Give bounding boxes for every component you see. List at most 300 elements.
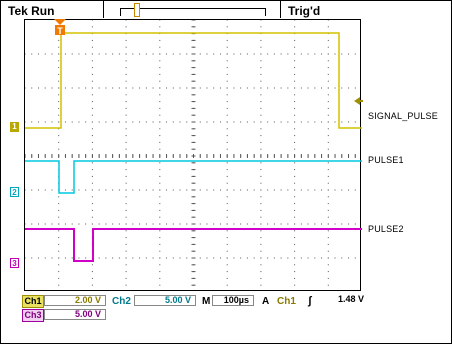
grid-dot [260, 128, 261, 129]
grid-dot [58, 101, 59, 102]
waveform-pulse2 [25, 229, 362, 261]
grid-dot [58, 258, 59, 259]
grid-dot [159, 169, 160, 170]
grid-dot [146, 88, 147, 89]
grid-dot [308, 190, 309, 191]
grid-dot [180, 122, 181, 123]
grid-dot [99, 54, 100, 55]
grid-dot [126, 224, 127, 225]
grid-dot [227, 67, 228, 68]
grid-dot [260, 47, 261, 48]
grid-dot [105, 122, 106, 123]
grid-dot [72, 122, 73, 123]
grid-dot [38, 224, 39, 225]
grid-dot [159, 128, 160, 129]
grid-dot [281, 88, 282, 89]
grid-dot [58, 135, 59, 136]
trigger-position-marker[interactable] [134, 3, 140, 17]
grid-dot [72, 258, 73, 259]
grid-dot [341, 224, 342, 225]
grid-dot [227, 230, 228, 231]
grid-dot [58, 237, 59, 238]
grid-dot [260, 285, 261, 286]
grid-dot [92, 81, 93, 82]
grid-dot [159, 190, 160, 191]
grid-dot [126, 237, 127, 238]
grid-dot [92, 115, 93, 116]
grid-dot [78, 54, 79, 55]
grid-dot [321, 258, 322, 259]
grid-dot [267, 88, 268, 89]
grid-dot [38, 122, 39, 123]
grid-dot [294, 26, 295, 27]
grid-dot [260, 190, 261, 191]
grid-dot [260, 203, 261, 204]
grid-dot [328, 115, 329, 116]
grid-dot [173, 224, 174, 225]
grid-dot [146, 190, 147, 191]
grid-dot [58, 224, 59, 225]
grid-dot [180, 258, 181, 259]
grid-dot [281, 190, 282, 191]
grid-dot [159, 203, 160, 204]
grid-dot [227, 135, 228, 136]
grid-dot [328, 176, 329, 177]
grid-dot [267, 224, 268, 225]
ch3-scale[interactable]: 5.00 V [44, 309, 106, 320]
grid-dot [186, 190, 187, 191]
grid-dot [119, 224, 120, 225]
grid-dot [294, 271, 295, 272]
grid-dot [260, 271, 261, 272]
grid-dot [328, 101, 329, 102]
grid-dot [260, 149, 261, 150]
grid-dot [173, 258, 174, 259]
grid-dot [200, 122, 201, 123]
grid-dot [308, 224, 309, 225]
grid-dot [159, 40, 160, 41]
grid-dot [126, 128, 127, 129]
grid-dot [126, 190, 127, 191]
grid-dot [220, 224, 221, 225]
grid-dot [99, 190, 100, 191]
grid-dot [58, 230, 59, 231]
grid-dot [328, 217, 329, 218]
grid-dot [260, 258, 261, 259]
grid-dot [260, 81, 261, 82]
grid-dot [126, 47, 127, 48]
grid-dot [92, 135, 93, 136]
grid-dot [92, 47, 93, 48]
grid-dot [92, 108, 93, 109]
grid-dot [233, 258, 234, 259]
ch2-ground-marker[interactable]: 2 [10, 187, 19, 197]
grid-dot [92, 210, 93, 211]
ch3-ground-marker[interactable]: 3 [10, 258, 19, 268]
grid-dot [126, 203, 127, 204]
grid-dot [206, 190, 207, 191]
grid-dot [328, 278, 329, 279]
grid-dot [247, 258, 248, 259]
grid-dot [159, 224, 160, 225]
grid-dot [153, 190, 154, 191]
grid-dot [314, 122, 315, 123]
grid-dot [119, 54, 120, 55]
grid-dot [227, 183, 228, 184]
grid-dot [99, 88, 100, 89]
grid-dot [260, 264, 261, 265]
grid-dot [227, 40, 228, 41]
grid-dot [45, 54, 46, 55]
grid-dot [126, 258, 127, 259]
grid-dot [260, 67, 261, 68]
grid-dot [92, 149, 93, 150]
grid-dot [72, 88, 73, 89]
trigger-status: Trig'd [288, 4, 321, 18]
grid-dot [173, 190, 174, 191]
grid-dot [31, 54, 32, 55]
grid-dot [58, 40, 59, 41]
grid-dot [186, 54, 187, 55]
grid-dot [159, 237, 160, 238]
grid-dot [260, 217, 261, 218]
grid-dot [294, 67, 295, 68]
grid-dot [126, 74, 127, 75]
grid-dot [294, 20, 295, 21]
grid-dot [51, 224, 52, 225]
ch2-label[interactable]: Ch2 [112, 296, 131, 307]
grid-dot [173, 54, 174, 55]
horizontal-position-bar[interactable] [120, 8, 266, 18]
grid-dot [126, 26, 127, 27]
grid-dot [355, 54, 356, 55]
grid-dot [240, 258, 241, 259]
grid-dot [159, 88, 160, 89]
grid-dot [58, 217, 59, 218]
grid-dot [126, 94, 127, 95]
grid-dot [227, 60, 228, 61]
grid-dot [45, 190, 46, 191]
grid-dot [254, 258, 255, 259]
grid-dot [247, 54, 248, 55]
grid-dot [254, 54, 255, 55]
grid-dot [328, 81, 329, 82]
grid-dot [166, 54, 167, 55]
grid-dot [294, 54, 295, 55]
grid-dot [112, 258, 113, 259]
grid-dot [294, 244, 295, 245]
grid-dot [227, 285, 228, 286]
grid-dot [220, 88, 221, 89]
grid-dot [159, 244, 160, 245]
graticule [25, 20, 362, 292]
grid-dot [65, 88, 66, 89]
grid-dot [119, 258, 120, 259]
grid-dot [348, 54, 349, 55]
grid-dot [92, 20, 93, 21]
grid-dot [25, 190, 26, 191]
grid-dot [328, 122, 329, 123]
grid-dot [314, 258, 315, 259]
grid-dot [260, 40, 261, 41]
grid-dot [213, 88, 214, 89]
trace-label-pulse2: PULSE2 [368, 224, 404, 234]
grid-dot [153, 122, 154, 123]
grid-dot [260, 88, 261, 89]
grid-dot [227, 258, 228, 259]
grid-dot [25, 54, 26, 55]
grid-dot [58, 149, 59, 150]
grid-dot [301, 224, 302, 225]
grid-dot [65, 258, 66, 259]
grid-dot [294, 210, 295, 211]
grid-dot [126, 176, 127, 177]
grid-dot [294, 142, 295, 143]
grid-dot [139, 190, 140, 191]
grid-dot [58, 271, 59, 272]
grid-dot [146, 122, 147, 123]
grid-dot [294, 74, 295, 75]
grid-dot [99, 224, 100, 225]
grid-dot [159, 142, 160, 143]
trigger-level[interactable]: 1.48 V [337, 294, 364, 304]
grid-dot [254, 122, 255, 123]
grid-dot [159, 60, 160, 61]
trace-label-pulse1: PULSE1 [368, 155, 404, 165]
grid-dot [281, 122, 282, 123]
grid-dot [132, 190, 133, 191]
grid-dot [328, 271, 329, 272]
grid-dot [260, 94, 261, 95]
grid-dot [328, 183, 329, 184]
grid-dot [159, 101, 160, 102]
grid-dot [186, 122, 187, 123]
grid-dot [227, 128, 228, 129]
grid-dot [206, 258, 207, 259]
grid-dot [58, 196, 59, 197]
grid-dot [314, 88, 315, 89]
grid-dot [227, 224, 228, 225]
grid-dot [92, 162, 93, 163]
grid-dot [119, 88, 120, 89]
grid-dot [126, 40, 127, 41]
grid-dot [328, 224, 329, 225]
grid-dot [85, 224, 86, 225]
grid-dot [314, 224, 315, 225]
grid-dot [335, 88, 336, 89]
grid-dot [294, 135, 295, 136]
grid-dot [328, 54, 329, 55]
grid-dot [254, 88, 255, 89]
grid-dot [227, 210, 228, 211]
grid-dot [227, 108, 228, 109]
ch1-ground-marker[interactable]: 1 [10, 122, 19, 132]
grid-dot [328, 203, 329, 204]
grid-dot [260, 108, 261, 109]
grid-dot [260, 115, 261, 116]
grid-dot [281, 258, 282, 259]
grid-dot [159, 20, 160, 21]
grid-dot [58, 81, 59, 82]
trigger-level-icon [354, 97, 363, 106]
grid-dot [126, 101, 127, 102]
grid-dot [227, 196, 228, 197]
grid-dot [153, 258, 154, 259]
grid-dot [294, 278, 295, 279]
grid-dot [227, 217, 228, 218]
grid-dot [126, 142, 127, 143]
grid-dot [25, 258, 26, 259]
grid-dot [254, 224, 255, 225]
grid-dot [180, 88, 181, 89]
ch1-scale[interactable]: 2.00 V [44, 295, 106, 306]
trigger-slope-icon[interactable]: ʃ [308, 295, 312, 307]
grid-dot [294, 88, 295, 89]
grid-dot [321, 88, 322, 89]
grid-dot [260, 176, 261, 177]
grid-dot [260, 54, 261, 55]
grid-dot [260, 251, 261, 252]
grid-dot [146, 54, 147, 55]
grid-dot [45, 122, 46, 123]
grid-dot [328, 47, 329, 48]
grid-dot [58, 108, 59, 109]
grid-dot [294, 230, 295, 231]
grid-dot [328, 88, 329, 89]
grid-dot [153, 88, 154, 89]
grid-dot [200, 190, 201, 191]
grid-dot [227, 47, 228, 48]
grid-dot [132, 122, 133, 123]
grid-dot [274, 258, 275, 259]
grid-dot [92, 224, 93, 225]
grid-dot [227, 237, 228, 238]
grid-dot [58, 210, 59, 211]
grid-dot [227, 122, 228, 123]
grid-dot [132, 258, 133, 259]
grid-dot [166, 122, 167, 123]
grid-dot [166, 88, 167, 89]
grid-dot [153, 54, 154, 55]
trigger-source[interactable]: Ch1 [277, 296, 296, 307]
grid-dot [126, 244, 127, 245]
grid-dot [159, 258, 160, 259]
grid-dot [260, 20, 261, 21]
grid-dot [92, 196, 93, 197]
grid-dot [112, 54, 113, 55]
grid-dot [227, 81, 228, 82]
grid-dot [58, 122, 59, 123]
timebase-setting[interactable]: 100µs [212, 295, 254, 306]
grid-dot [341, 88, 342, 89]
grid-dot [355, 122, 356, 123]
grid-dot [92, 88, 93, 89]
grid-dot [213, 54, 214, 55]
grid-dot [126, 108, 127, 109]
grid-dot [112, 190, 113, 191]
grid-dot [301, 122, 302, 123]
grid-dot [65, 54, 66, 55]
grid-dot [112, 88, 113, 89]
grid-dot [58, 74, 59, 75]
grid-dot [260, 135, 261, 136]
grid-dot [301, 88, 302, 89]
grid-dot [294, 40, 295, 41]
grid-dot [126, 264, 127, 265]
grid-dot [233, 122, 234, 123]
grid-dot [58, 203, 59, 204]
grid-dot [287, 224, 288, 225]
grid-dot [328, 264, 329, 265]
grid-dot [58, 142, 59, 143]
grid-dot [328, 230, 329, 231]
ch3-label[interactable]: Ch3 [22, 309, 44, 322]
grid-dot [260, 230, 261, 231]
grid-dot [274, 54, 275, 55]
grid-dot [274, 122, 275, 123]
grid-dot [85, 190, 86, 191]
grid-dot [92, 169, 93, 170]
grid-dot [85, 88, 86, 89]
grid-dot [92, 190, 93, 191]
grid-dot [112, 224, 113, 225]
grid-dot [159, 251, 160, 252]
grid-dot [260, 210, 261, 211]
grid-dot [159, 183, 160, 184]
grid-dot [260, 183, 261, 184]
grid-dot [126, 115, 127, 116]
grid-dot [260, 101, 261, 102]
grid-dot [227, 271, 228, 272]
grid-dot [105, 54, 106, 55]
grid-dot [105, 88, 106, 89]
waveform-display[interactable] [24, 19, 361, 291]
grid-dot [105, 190, 106, 191]
grid-dot [65, 224, 66, 225]
grid-dot [132, 54, 133, 55]
grid-dot [159, 176, 160, 177]
grid-dot [260, 162, 261, 163]
grid-dot [58, 285, 59, 286]
grid-dot [294, 115, 295, 116]
grid-dot [139, 54, 140, 55]
grid-dot [153, 224, 154, 225]
ch2-scale[interactable]: 5.00 V [134, 295, 196, 306]
grid-dot [328, 162, 329, 163]
ch1-label[interactable]: Ch1 [22, 295, 44, 308]
grid-dot [58, 94, 59, 95]
grid-dot [260, 122, 261, 123]
grid-dot [254, 190, 255, 191]
grid-dot [85, 122, 86, 123]
grid-dot [294, 101, 295, 102]
grid-dot [126, 81, 127, 82]
grid-dot [206, 224, 207, 225]
grid-dot [328, 94, 329, 95]
grid-dot [99, 258, 100, 259]
grid-dot [92, 60, 93, 61]
grid-dot [227, 88, 228, 89]
grid-dot [173, 122, 174, 123]
grid-dot [38, 88, 39, 89]
grid-dot [348, 190, 349, 191]
grid-dot [126, 217, 127, 218]
grid-dot [335, 258, 336, 259]
grid-dot [180, 224, 181, 225]
grid-dot [31, 122, 32, 123]
grid-dot [240, 224, 241, 225]
grid-dot [126, 88, 127, 89]
